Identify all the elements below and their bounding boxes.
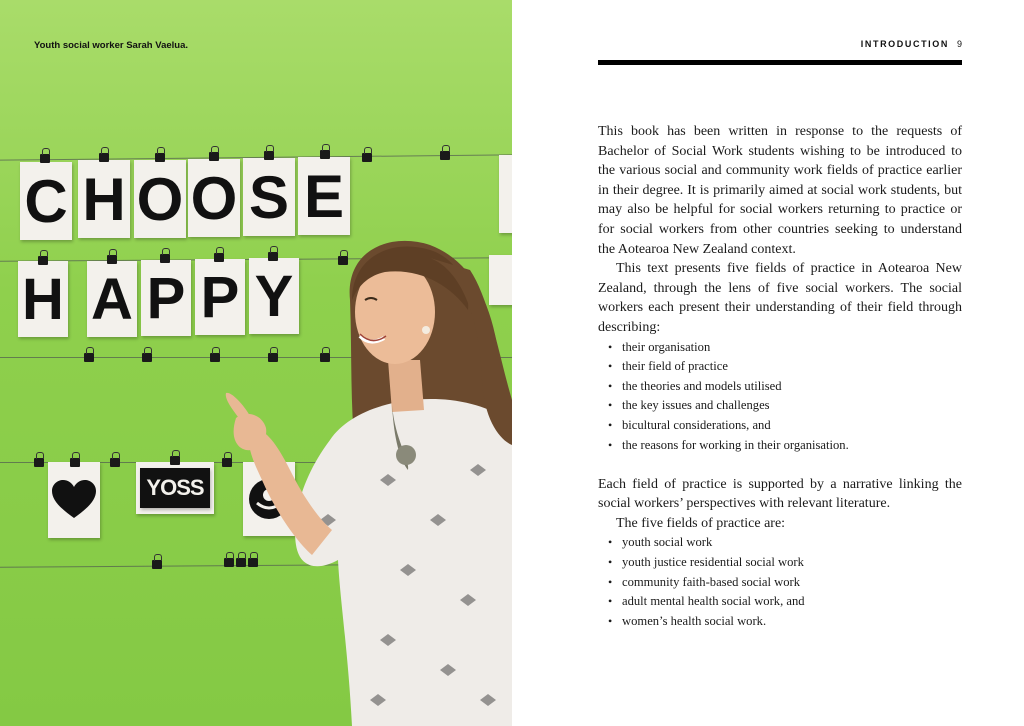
paragraph: Each field of practice is supported by a narrative linking the social workers’ perspectives with relevant literature. [598,476,962,512]
list-item: • women’s health social work. [608,612,962,632]
paragraph: The five fields of practice are: [616,515,786,531]
letter: O [190,164,238,232]
list-item: • their field of practice [608,357,962,377]
list-item: • the theories and models utilised [608,377,962,397]
letter: S [248,163,290,231]
letter: O [136,165,184,233]
letter: H [22,266,64,332]
list-item: • the reasons for working in their organisation. [608,436,962,456]
list-item: • youth justice residential social work [608,553,962,573]
letter: Y [254,263,294,329]
list-item: • bicultural considerations, and [608,416,962,436]
letter: A [91,266,133,332]
text-page [512,0,1024,726]
letter: E [303,162,345,230]
paragraph: This book has been written in response to the requests of Bachelor of Social Work students wishing to be introduced to the various social and community work fields of practice earlier in their degree. It is primarily aimed at social work students, but may also be helpful for social workers returning to practice or for social workers from other countries seeking to understand the Aotearoa New Zealand context. [598,124,962,257]
section-title: INTRODUCTION [860,39,949,49]
list-describing [598,338,962,456]
paragraph: This text presents five fields of practice in Aotearoa New Zealand, through the lens of five social workers. The social workers each present their understanding of their field through describing: [598,261,962,335]
running-head [861,39,962,49]
list-item: • adult mental health social work, and [608,592,962,612]
list-fields [598,533,962,631]
list-item: • their organisation [608,338,962,358]
list-item: • the key issues and challenges [608,396,962,416]
yoss-text: YOSS [146,475,204,500]
header-rule [598,60,962,65]
letter: C [24,167,68,235]
letter: P [200,264,240,330]
photo-caption: Youth social worker Sarah Vaelua. [34,40,188,51]
letter: P [146,265,186,331]
list-item: • community faith-based social work [608,573,962,593]
letter: H [82,165,126,233]
body-text [598,122,962,631]
list-item: • youth social work [608,533,962,553]
page-number: 9 [956,39,962,49]
